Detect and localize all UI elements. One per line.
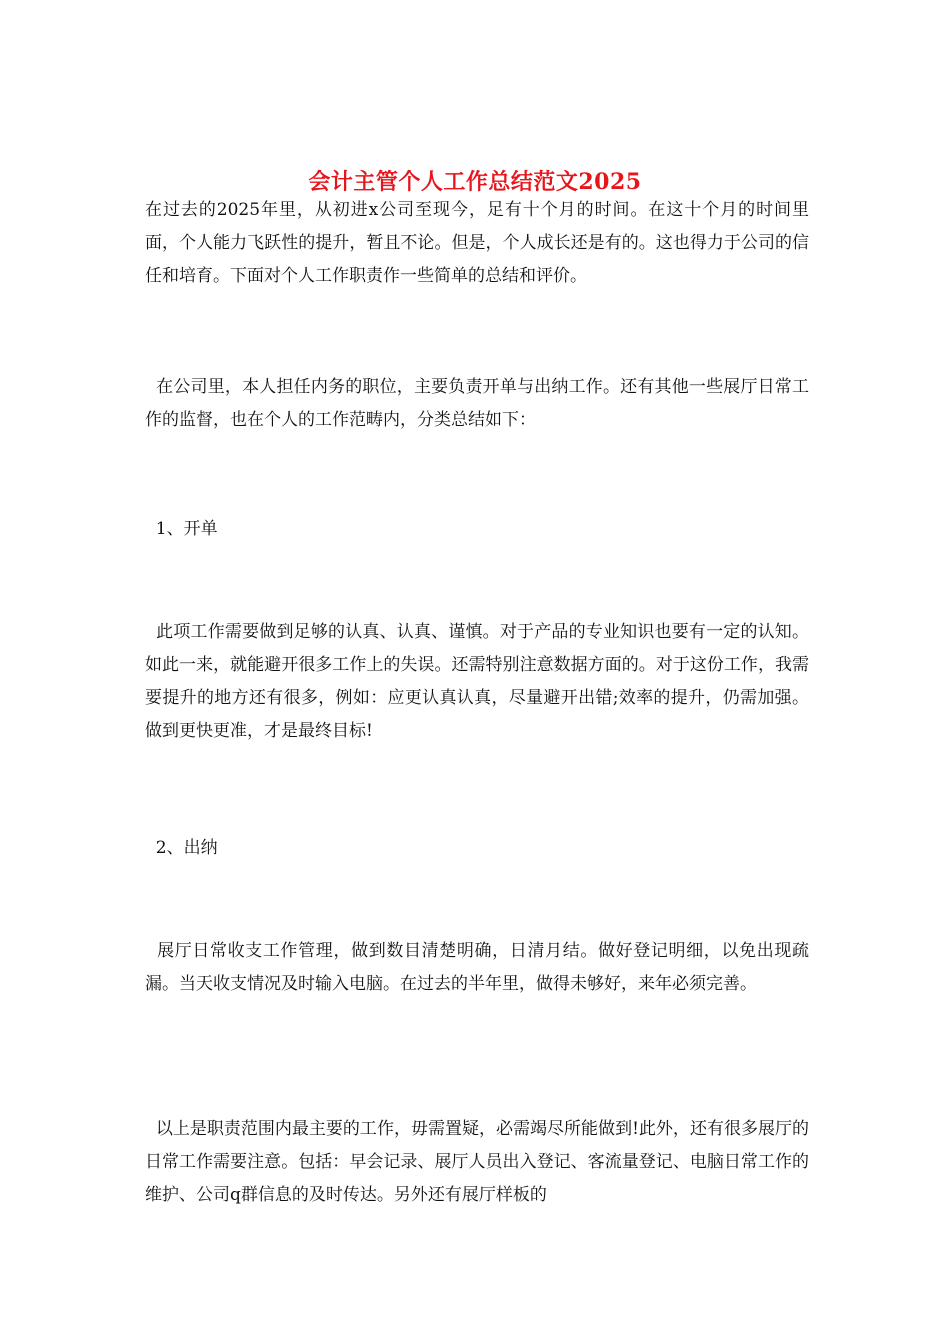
paragraph-cashier: 展厅日常收支工作管理，做到数目清楚明确，日清月结。做好登记明细，以免出现疏漏。当天收支情况及时输入电脑。在过去的半年里，做得未够好，来年必须完善。 (145, 941, 809, 994)
section-heading-cashier: 2、出纳 (145, 838, 218, 858)
document-title: 会计主管个人工作总结范文2025 (308, 168, 642, 195)
paragraph-other-duties: 以上是职责范围内最主要的工作，毋需置疑，必需竭尽所能做到!此外，还有很多展厅的日常工作需要注意。包括：早会记录、展厅人员出入登记、客流量登记、电脑日常工作的维护、公司q群信息的及时传达。另外还有展厅样板的 (145, 1119, 809, 1205)
paragraph-invoicing: 此项工作需要做到足够的认真、认真、谨慎。对于产品的专业知识也要有一定的认知。如此一来，就能避开很多工作上的失误。还需特别注意数据方面的。对于这份工作，我需要提升的地方还有很多，例如：应更认真认真，尽量避开出错;效率的提升，仍需加强。做到更快更准，才是最终目标! (145, 622, 809, 741)
paragraph-intro: 在过去的2025年里，从初进x公司至现今，足有十个月的时间。在这十个月的时间里面，个人能力飞跃性的提升，暂且不论。但是，个人成长还是有的。这也得力于公司的信任和培育。下面对个人工作职责作一些简单的总结和评价。 (145, 200, 809, 286)
paragraph-role: 在公司里，本人担任内务的职位，主要负责开单与出纳工作。还有其他一些展厅日常工作的监督，也在个人的工作范畴内，分类总结如下： (145, 377, 809, 430)
section-heading-invoicing: 1、开单 (145, 519, 218, 539)
